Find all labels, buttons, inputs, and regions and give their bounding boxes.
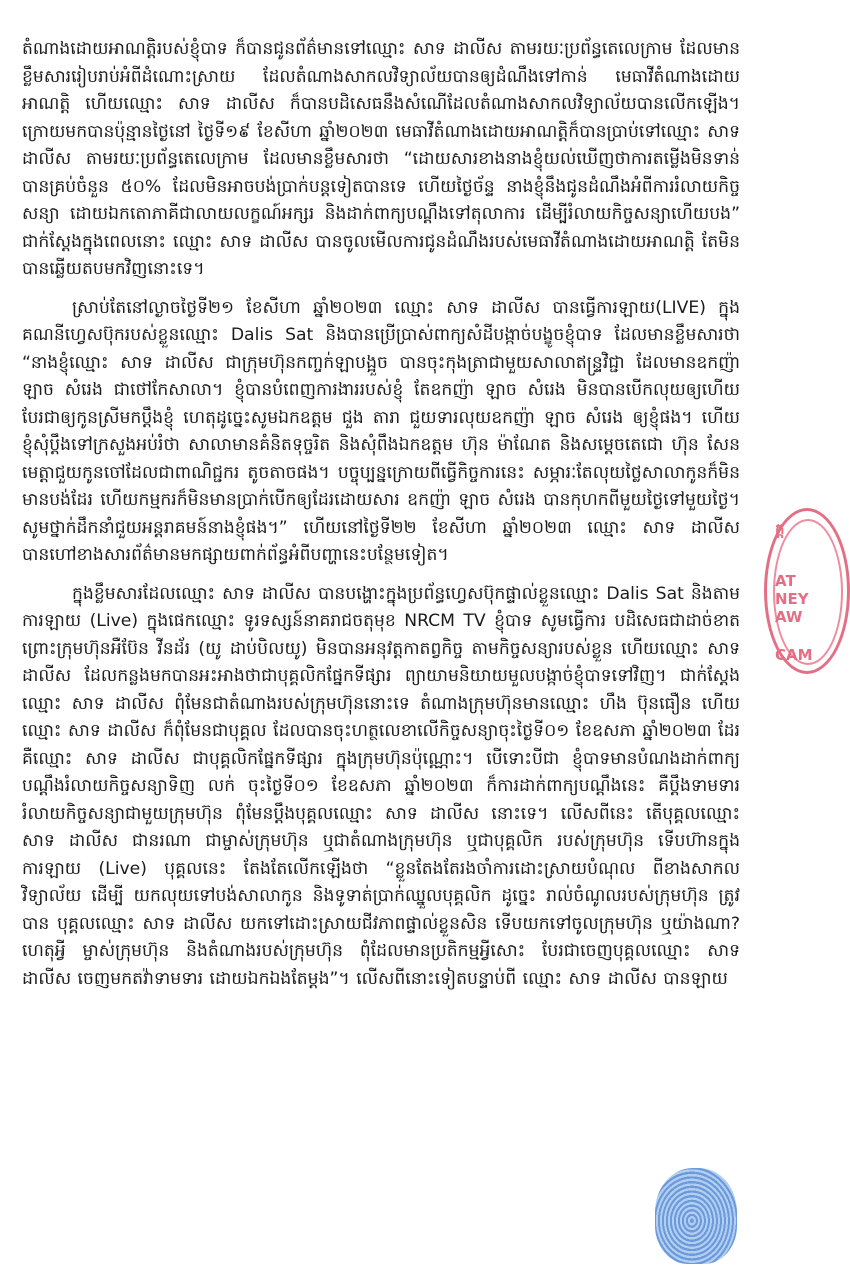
stamp-text-5: CAM xyxy=(775,646,813,664)
thumbprint-mark xyxy=(655,1168,737,1264)
stamp-text-2: AT xyxy=(775,572,796,590)
paragraph-2: ស្រាប់តែនៅល្ងាចថ្ងៃទី២១ ខែសីហា ឆ្នាំ២០២៣ ឈ្មោះ សាទ ដាលីស បានធ្វើការឡាយ(LIVE) ក្នុងគណនីហ្វេសប៊ុករបស់ខ្លួនឈ្មោះ Dalis Sat និងបានប្រើប្រាស់ពាក្យសំដីបង្កាច់បង្ខូចខ្ញុំបាទ ដែលមានខ្លឹមសារថា “នាងខ្ញុំឈ្មោះ សាទ ដាលីស ជាក្រុមហ៊ុនកញ្ចក់ឡាបង្អួច បានចុះកុងត្រាជាមួយសាលាឥន្ទ្រវិជ្ជា ដែលមានឧកញ៉ា ឡាច សំរេង ជាថៅកែសាលា។ ខ្ញុំបានបំពេញការងាររបស់ខ្ញុំ តែឧកញ៉ា ឡាច សំរេង មិនបានបើកលុយឲ្យហើយបែរជាឲ្យកូនស្រីមកប្ដឹងខ្ញុំ ហេតុដូច្នេះសូមឯកឧត្ដម ជួង តារា ជួយទារលុយឧកញ៉ា ឡាច សំរេង ឲ្យខ្ញុំផង។ ហើយខ្ញុំសុំប្ដឹងទៅក្រសួងអប់រំថា សាលាមានគំនិតទុច្ចរិត និងសុំពឹងឯកឧត្ដម ហ៊ុន ម៉ាណែត និងសម្ដេចតេជោ ហ៊ុន សែន មេត្តាជួយកូនចៅដែលជាពាណិជ្ជករ តូចតាចផង។ បច្ចុប្បន្នក្រោយពីធ្វើកិច្ចការនេះ សម្ភារៈតែលុយថ្លៃសាលាកូនក៏មិនមានបង់ដែរ ហើយកម្មករក៏មិនមានប្រាក់បើកឲ្យដែរដោយសារ ឧកញ៉ា ឡាច សំរេង បានកុហកពីមួយថ្ងៃទៅមួយថ្ងៃ។ សូមថ្នាក់ដឹកនាំជួយអន្តរាគមន៍នាងខ្ញុំផង។” ហើយនៅថ្ងៃទី២២ ខែសីហា ឆ្នាំ២០២៣ ឈ្មោះ សាទ ដាលីស បានហៅខាងសារព័ត៌មានមកផ្សាយពាក់ព័ន្ធអំពីបញ្ហានេះបន្ថែមទៀត។ xyxy=(22,297,740,565)
stamp-text-4: AW xyxy=(775,608,803,626)
document-body xyxy=(22,36,740,993)
attorney-seal-stamp xyxy=(764,508,850,674)
stamp-text-1: ត្ត xyxy=(775,520,785,538)
stamp-text-3: NEY xyxy=(775,590,809,608)
paragraph-3: ក្នុងខ្លឹមសារដែលឈ្មោះ សាទ ដាលីស បានបង្ហោះក្នុងប្រព័ន្ធហ្វេសប៊ុកផ្ទាល់ខ្លួនឈ្មោះ Dalis Sat និងតាមការឡាយ (Live) ក្នុងផេកឈ្មោះ ទូរទស្សន៍នាគរាជចតុមុខ NRCM TV ខ្ញុំបាទ សូមធ្វើការ បដិសេធជាដាច់ខាត ព្រោះក្រុមហ៊ុនអឺប៊ែន វីនដ័រ (យូ ដាប់បិលយូ) មិនបានអនុវត្តកាតព្វកិច្ច តាមកិច្ចសន្យារបស់ខ្លួន ហើយឈ្មោះ សាទ ដាលីស ដែលកន្លងមកបានអះអាងថាជាបុគ្គលិកផ្នែកទីផ្សារ ព្យាយាមនិយាយមួលបង្កាច់ខ្ញុំបាទទៅវិញ។ ជាក់ស្ដែង ឈ្មោះ សាទ ដាលីស ពុំមែនជាតំណាងរបស់ក្រុមហ៊ុននោះទេ តំណាងក្រុមហ៊ុនមានឈ្មោះ ហឹង ប៊ុនធឿន ហើយឈ្មោះ សាទ ដាលីស ក៏ពុំមែនជាបុគ្គល ដែលបានចុះហត្ថលេខាលើកិច្ចសន្យាចុះថ្ងៃទី០១ ខែឧសភា ឆ្នាំ២០២៣ ដែរ គឺឈ្មោះ សាទ ដាលីស ជាបុគ្គលិកផ្នែកទីផ្សារ ក្នុងក្រុមហ៊ុនប៉ុណ្ណោះ។ បើទោះបីជា ខ្ញុំបាទមានបំណងដាក់ពាក្យបណ្ដឹងរំលាយកិច្ចសន្យាទិញ លក់ ចុះថ្ងៃទី០១ ខែឧសភា ឆ្នាំ២០២៣ ក៏ការដាក់ពាក្យបណ្ដឹងនេះ គឺប្ដឹងទាមទាររំលាយកិច្ចសន្យាជាមួយក្រុមហ៊ុន ពុំមែនប្ដឹងបុគ្គលឈ្មោះ សាទ ដាលីស នោះទេ។ លើសពីនេះ តើបុគ្គលឈ្មោះ សាទ ដាលីស ជានរណា ជាម្ចាស់ក្រុមហ៊ុន ឬជាតំណាងក្រុមហ៊ុន ឬជាបុគ្គលិក របស់ក្រុមហ៊ុន ទើបហ៊ានក្នុងការឡាយ (Live) បុគ្គលនេះ តែងតែលើកឡើងថា “ខ្លួនតែងតែរងចាំការដោះស្រាយបំណុល ពីខាងសាកលវិទ្យាល័យ ដើម្បី យកលុយទៅបង់សាលាកូន និងទូទាត់ប្រាក់ឈ្នួលបុគ្គលិក ដូច្នេះ រាល់ចំណូលរបស់ក្រុមហ៊ុន ត្រូវបាន បុគ្គលឈ្មោះ សាទ ដាលីស យកទៅដោះស្រាយជីវភាពផ្ទាល់ខ្លួនសិន ទើបយកទៅចូលក្រុមហ៊ុន ឬយ៉ាងណា? ហេតុអ្វី ម្ចាស់ក្រុមហ៊ុន និងតំណាងរបស់ក្រុមហ៊ុន ពុំដែលមានប្រតិកម្មអ្វីសោះ បែរជាចេញបុគ្គលឈ្មោះ សាទ ដាលីស ចេញមកតវ៉ាទាមទារ ដោយឯកឯងតែម្ដង”។ លើសពីនោះទៀតបន្ទាប់ពី ឈ្មោះ សាទ ដាលីស បានឡាយ xyxy=(22,583,740,989)
paragraph-1: តំណាងដោយអាណត្តិរបស់ខ្ញុំបាទ ក៏បានជូនព័ត៌មានទៅឈ្មោះ សាទ ដាលីស តាមរយៈប្រព័ន្ធតេលេក្រាម ដែលមានខ្លឹមសាររៀបរាប់អំពីដំណោះស្រាយ ដែលតំណាងសាកលវិទ្យាល័យបានឲ្យដំណឹងទៅកាន់ មេធាវីតំណាងដោយអាណត្តិ ហើយឈ្មោះ សាទ ដាលីស ក៏បានបដិសេធនឹងសំណើដែលតំណាងសាកលវិទ្យាល័យបានលើកឡើង។ ក្រោយមកបានប៉ុន្មានថ្ងៃនៅ ថ្ងៃទី១៩ ខែសីហា ឆ្នាំ២០២៣ មេធាវីតំណាងដោយអាណត្តិក៏បានប្រាប់ទៅឈ្មោះ សាទ ដាលីស តាមរយៈប្រព័ន្ធតេលេក្រាម ដែលមានខ្លឹមសារថា “ដោយសារខាងនាងខ្ញុំយល់ឃើញថាការតម្លើងមិនទាន់បានគ្រប់ចំនួន ៥០% ដែលមិនអាចបង់ប្រាក់បន្តទៀតបានទេ ហើយថ្ងៃច័ន្ទ នាងខ្ញុំនឹងជូនដំណឹងអំពីការរំលាយកិច្ចសន្យា ដោយឯកតោភាគីជាលាយលក្ខណ៍អក្សរ និងដាក់ពាក្យបណ្ដឹងទៅតុលាការ ដើម្បីរំលាយកិច្ចសន្យាហើយបង” ជាក់ស្ដែងក្នុងពេលនោះ ឈ្មោះ សាទ ដាលីស បានចូលមើលការជូនដំណឹងរបស់មេធាវីតំណាងដោយអាណត្តិ តែមិនបានឆ្លើយតបមកវិញនោះទេ។ xyxy=(22,39,740,279)
